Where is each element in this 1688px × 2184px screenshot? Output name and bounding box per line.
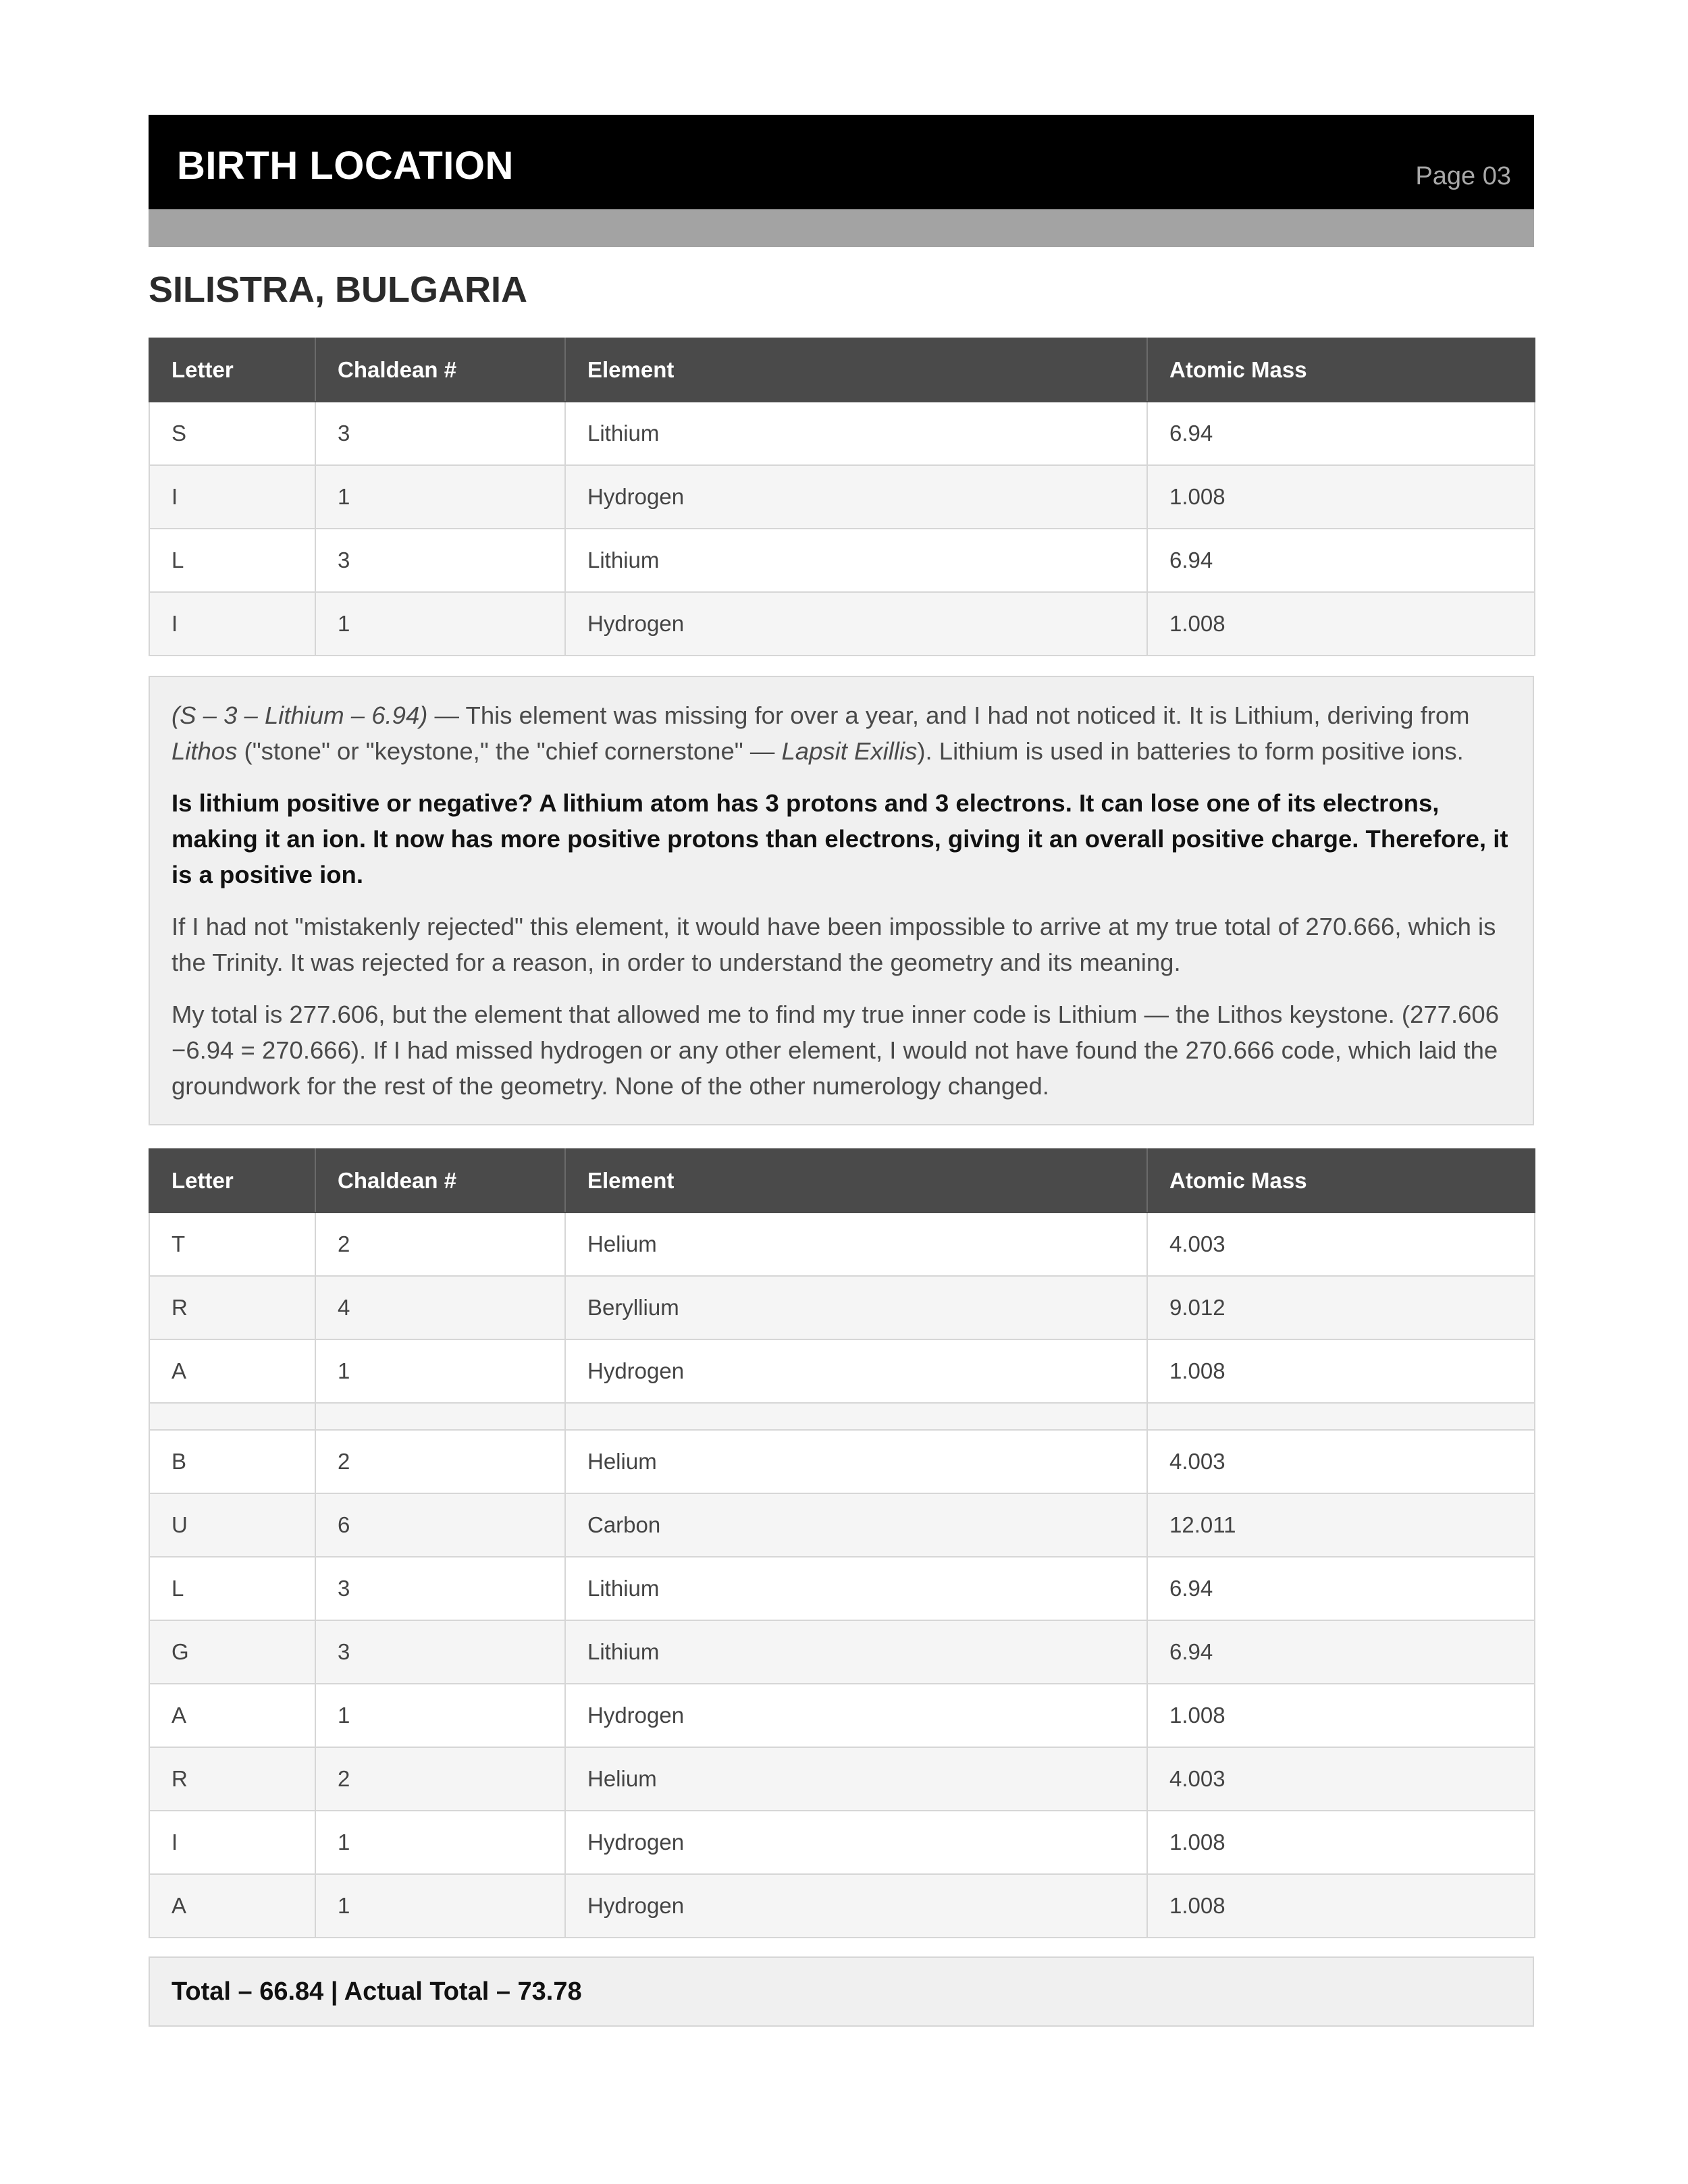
spacer-cell [149, 1403, 315, 1430]
note-text: ). Lithium is used in batteries to form positive ions. [917, 737, 1464, 765]
cell-chaldean: 3 [315, 529, 565, 592]
cell-letter: R [149, 1747, 315, 1811]
cell-atomic-mass: 1.008 [1147, 1684, 1535, 1747]
cell-chaldean: 3 [315, 1557, 565, 1620]
cell-atomic-mass: 1.008 [1147, 1811, 1535, 1874]
column-header-element: Element [565, 338, 1147, 402]
cell-atomic-mass: 1.008 [1147, 1874, 1535, 1938]
element-table-silistra [149, 338, 1535, 656]
section-title: BIRTH LOCATION [177, 144, 514, 188]
cell-element: Helium [565, 1430, 1147, 1493]
column-header-letter: Letter [149, 1149, 315, 1213]
note-italic-lead: (S – 3 – Lithium – 6.94) [172, 701, 428, 729]
cell-chaldean: 1 [315, 1811, 565, 1874]
cell-atomic-mass: 4.003 [1147, 1747, 1535, 1811]
cell-element: Carbon [565, 1493, 1147, 1557]
cell-letter: L [149, 1557, 315, 1620]
cell-element: Hydrogen [565, 1874, 1147, 1938]
cell-atomic-mass: 6.94 [1147, 529, 1535, 592]
location-heading: SILISTRA, BULGARIA [149, 269, 527, 310]
cell-letter: G [149, 1620, 315, 1684]
cell-element: Lithium [565, 402, 1147, 465]
table-row [149, 1747, 1535, 1811]
cell-element: Hydrogen [565, 592, 1147, 656]
element-table-bulgaria [149, 1148, 1535, 1938]
cell-chaldean: 1 [315, 465, 565, 529]
note-paragraph-bold-question: Is lithium positive or negative? A lithium atom has 3 protons and 3 electrons. It can lose one of its electrons, making it an ion. It now has more positive protons than electrons, giving it an overall positive charge. Therefore, it is a positive ion. [172, 789, 1508, 888]
cell-letter: U [149, 1493, 315, 1557]
column-header-atomic-mass: Atomic Mass [1147, 1149, 1535, 1213]
cell-element: Hydrogen [565, 1811, 1147, 1874]
cell-chaldean: 2 [315, 1213, 565, 1276]
note-paragraph-3: If I had not "mistakenly rejected" this element, it would have been impossible to arrive at my true total of 270.666, which is the Trinity. It was rejected for a reason, in order to understand the geometry and its meaning. [172, 913, 1496, 976]
cell-chaldean: 2 [315, 1430, 565, 1493]
cell-chaldean: 1 [315, 1874, 565, 1938]
cell-chaldean: 3 [315, 1620, 565, 1684]
column-header-chaldean: Chaldean # [315, 1149, 565, 1213]
cell-element: Hydrogen [565, 465, 1147, 529]
cell-letter: I [149, 1811, 315, 1874]
table-row [149, 1620, 1535, 1684]
note-paragraph-4: My total is 277.606, but the element that allowed me to find my true inner code is Lithium — the Lithos keystone. (277.606 −6.94 = 270.666). If I had missed hydrogen or any other element, I would not have found the 270.666 code, which laid the groundwork for the rest of the geometry. None of the other numerology changed. [172, 1001, 1500, 1100]
cell-atomic-mass: 6.94 [1147, 402, 1535, 465]
cell-element: Hydrogen [565, 1339, 1147, 1403]
cell-element: Helium [565, 1213, 1147, 1276]
cell-atomic-mass: 9.012 [1147, 1276, 1535, 1339]
table-row [149, 465, 1535, 529]
table-row [149, 529, 1535, 592]
column-header-element: Element [565, 1149, 1147, 1213]
cell-chaldean: 1 [315, 592, 565, 656]
cell-atomic-mass: 1.008 [1147, 465, 1535, 529]
total-summary-box [149, 1956, 1534, 2027]
note-text: ("stone" or "keystone," the "chief cornerstone" — [237, 737, 782, 765]
note-italic-lithos: Lithos [172, 737, 238, 765]
note-paragraph-1 [172, 697, 1511, 769]
table-row [149, 1684, 1535, 1747]
cell-letter: I [149, 465, 315, 529]
table-row [149, 1557, 1535, 1620]
table-row [149, 1339, 1535, 1403]
table-spacer-row [149, 1403, 1535, 1430]
table-header-row [149, 1149, 1535, 1213]
cell-atomic-mass: 1.008 [1147, 1339, 1535, 1403]
cell-element: Hydrogen [565, 1684, 1147, 1747]
cell-atomic-mass: 4.003 [1147, 1213, 1535, 1276]
cell-element: Helium [565, 1747, 1147, 1811]
note-italic-lapsit-exillis: Lapsit Exillis [781, 737, 918, 765]
cell-letter: A [149, 1684, 315, 1747]
cell-letter: A [149, 1874, 315, 1938]
cell-letter: A [149, 1339, 315, 1403]
cell-element: Beryllium [565, 1276, 1147, 1339]
header-divider-bar [149, 209, 1534, 247]
table-row [149, 402, 1535, 465]
cell-chaldean: 1 [315, 1339, 565, 1403]
cell-chaldean: 1 [315, 1684, 565, 1747]
cell-letter: L [149, 529, 315, 592]
cell-atomic-mass: 6.94 [1147, 1620, 1535, 1684]
spacer-cell [565, 1403, 1147, 1430]
cell-letter: S [149, 402, 315, 465]
cell-chaldean: 3 [315, 402, 565, 465]
cell-letter: T [149, 1213, 315, 1276]
column-header-chaldean: Chaldean # [315, 338, 565, 402]
spacer-cell [315, 1403, 565, 1430]
cell-element: Lithium [565, 529, 1147, 592]
cell-chaldean: 4 [315, 1276, 565, 1339]
section-header [149, 115, 1534, 209]
table-row [149, 1430, 1535, 1493]
cell-atomic-mass: 6.94 [1147, 1557, 1535, 1620]
page-number: Page 03 [1415, 162, 1511, 190]
table-row [149, 1276, 1535, 1339]
lithium-notes-box [149, 676, 1534, 1125]
table-row [149, 1874, 1535, 1938]
cell-atomic-mass: 1.008 [1147, 592, 1535, 656]
cell-letter: B [149, 1430, 315, 1493]
table-row [149, 1811, 1535, 1874]
cell-letter: I [149, 592, 315, 656]
table-row [149, 1213, 1535, 1276]
cell-chaldean: 6 [315, 1493, 565, 1557]
cell-chaldean: 2 [315, 1747, 565, 1811]
table-row [149, 1493, 1535, 1557]
column-header-letter: Letter [149, 338, 315, 402]
note-text: — This element was missing for over a year, and I had not noticed it. It is Lithium, deriving from [427, 701, 1470, 729]
table-header-row [149, 338, 1535, 402]
cell-element: Lithium [565, 1557, 1147, 1620]
cell-atomic-mass: 4.003 [1147, 1430, 1535, 1493]
cell-atomic-mass: 12.011 [1147, 1493, 1535, 1557]
total-text: Total – 66.84 | Actual Total – 73.78 [172, 1977, 582, 2006]
cell-element: Lithium [565, 1620, 1147, 1684]
column-header-atomic-mass: Atomic Mass [1147, 338, 1535, 402]
table-row [149, 592, 1535, 656]
spacer-cell [1147, 1403, 1535, 1430]
cell-letter: R [149, 1276, 315, 1339]
